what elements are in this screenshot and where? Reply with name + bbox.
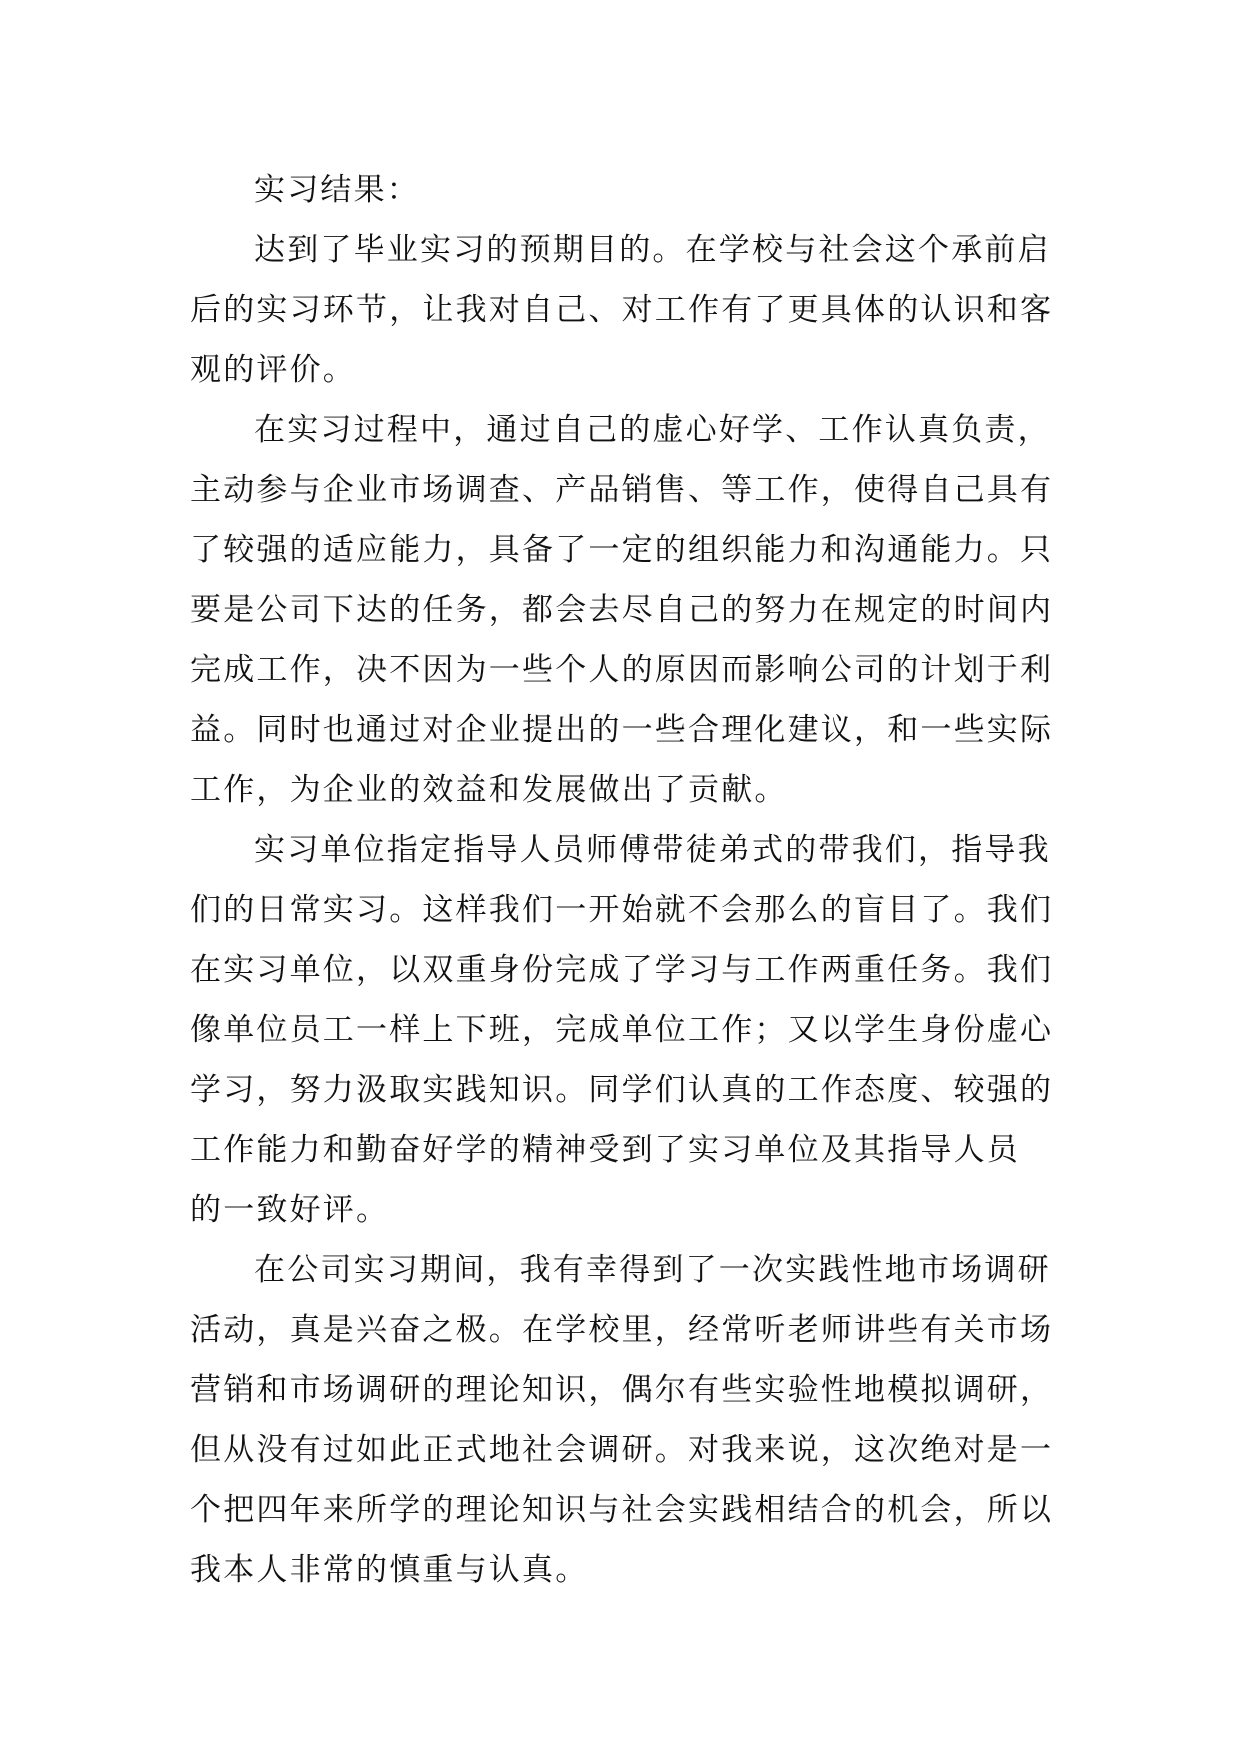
paragraph-line: 了较强的适应能力，具备了一定的组织能力和沟通能力。只 [190, 532, 1054, 568]
section-heading [190, 160, 1050, 220]
heading-text: 实习结果： [254, 172, 420, 208]
paragraph-line: 工作，为企业的效益和发展做出了贡献。 [190, 772, 788, 808]
document-body [190, 160, 1054, 1600]
paragraph-line: 个把四年来所学的理论知识与社会实践相结合的机会，所以 [190, 1492, 1054, 1528]
paragraph-line: 像单位员工一样上下班，完成单位工作；又以学生身份虚心 [190, 1012, 1054, 1048]
paragraph-line: 们的日常实习。这样我们一开始就不会那么的盲目了。我们 [190, 892, 1054, 928]
paragraph-line: 后的实习环节，让我对自己、对工作有了更具体的认识和客 [190, 292, 1054, 328]
paragraph-line: 学习，努力汲取实践知识。同学们认真的工作态度、较强的 [190, 1072, 1054, 1108]
paragraph-line: 在实习单位，以双重身份完成了学习与工作两重任务。我们 [190, 952, 1054, 988]
paragraph-line: 在实习过程中，通过自己的虚心好学、工作认真负责， [254, 412, 1051, 448]
paragraph-line: 益。同时也通过对企业提出的一些合理化建议，和一些实际 [190, 712, 1054, 748]
paragraph-line: 在公司实习期间，我有幸得到了一次实践性地市场调研 [254, 1252, 1051, 1288]
paragraph-2 [190, 400, 1054, 820]
paragraph-line: 完成工作，决不因为一些个人的原因而影响公司的计划于利 [190, 652, 1054, 688]
paragraph-line: 活动，真是兴奋之极。在学校里，经常听老师讲些有关市场 [190, 1312, 1054, 1348]
paragraph-line: 实习单位指定指导人员师傅带徒弟式的带我们，指导我 [254, 832, 1051, 868]
paragraph-line: 达到了毕业实习的预期目的。在学校与社会这个承前启 [254, 232, 1051, 268]
paragraph-line: 工作能力和勤奋好学的精神受到了实习单位及其指导人员 [190, 1132, 1020, 1168]
paragraph-4 [190, 1240, 1054, 1600]
paragraph-line: 主动参与企业市场调查、产品销售、等工作，使得自己具有 [190, 472, 1054, 508]
paragraph-line: 营销和市场调研的理论知识，偶尔有些实验性地模拟调研， [190, 1372, 1054, 1408]
paragraph-line: 我本人非常的慎重与认真。 [190, 1552, 589, 1588]
paragraph-line: 的一致好评。 [190, 1192, 390, 1228]
paragraph-line: 要是公司下达的任务，都会去尽自己的努力在规定的时间内 [190, 592, 1054, 628]
paragraph-3 [190, 820, 1054, 1240]
paragraph-line: 观的评价。 [190, 352, 356, 388]
paragraph-line: 但从没有过如此正式地社会调研。对我来说，这次绝对是一 [190, 1432, 1054, 1468]
paragraph-1 [190, 220, 1054, 400]
